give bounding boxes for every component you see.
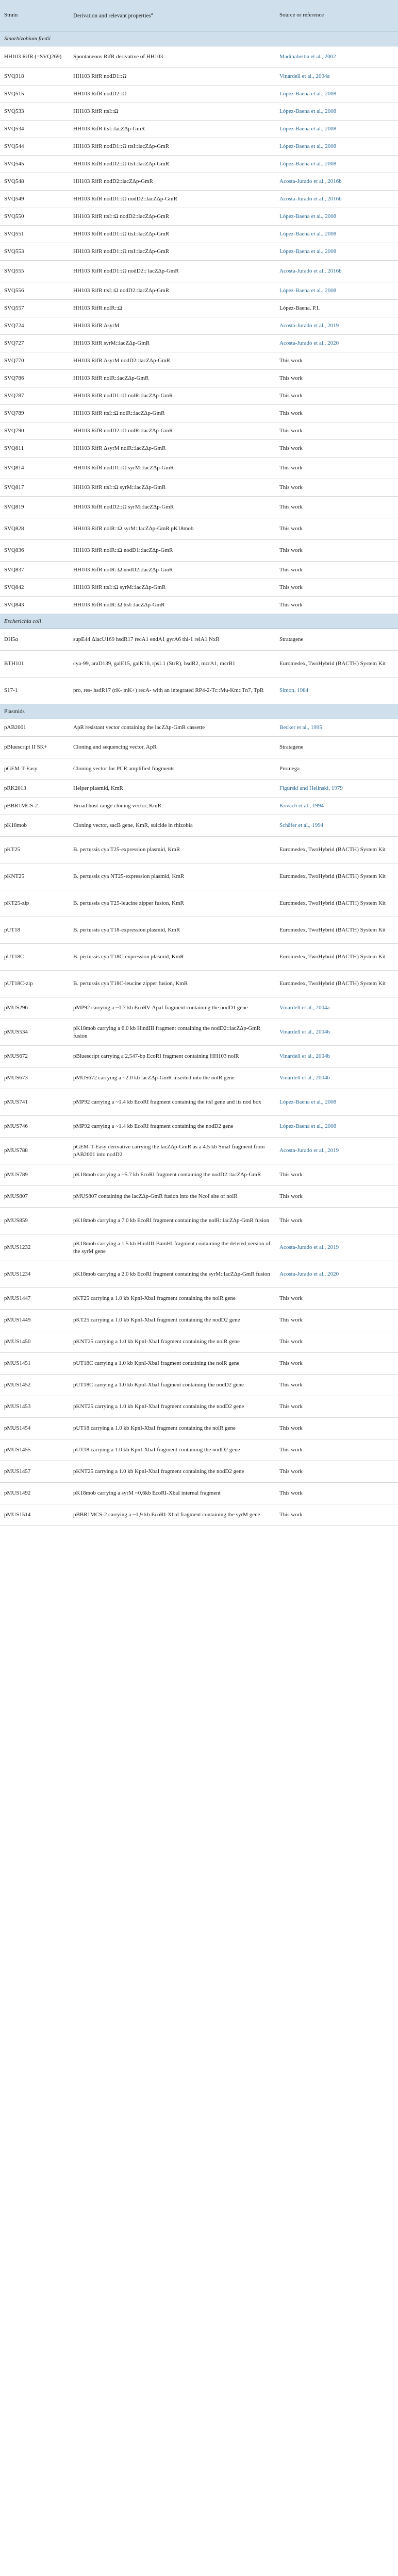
source-cell[interactable]: López-Baena et al., 2008 [275,208,398,226]
table-row [0,780,398,798]
table-row [0,387,398,405]
strain-cell: pMUS1451 [0,1353,69,1375]
derivation-cell: pMUS807 containing the lacZΔp-GmR fusion into the NcoI site of nolR [69,1186,275,1208]
source-cell[interactable]: Acosta-Jurado et al., 2016b [275,191,398,208]
derivation-cell: HH103 RifR nolR::Ω syrM::lacZΔp-GmR pK18mob [69,518,275,540]
section-title: Plasmids [0,704,398,719]
section-header-row [0,704,398,719]
source-cell: This work [275,1418,398,1439]
source-cell[interactable]: Acosta-Jurado et al., 2019 [275,317,398,335]
table-row [0,497,398,518]
strain-cell: SVQ790 [0,422,69,440]
source-cell: This work [275,562,398,579]
derivation-cell: pKNT25 carrying a 1.0 kb KpnI-XbaI fragment containing the nodD2 gene [69,1396,275,1418]
derivation-cell: pMP92 carrying a ~1.4 kb EcoRI fragment containing the nodD2 gene [69,1116,275,1138]
strain-cell: pMUS534 [0,1019,69,1046]
source-cell[interactable]: Vinardell et al., 2004b [275,1019,398,1046]
derivation-cell: HH103 RifR ΔsyrM nolR::lacZΔp-GmR [69,440,275,457]
table-row [0,1439,398,1461]
derivation-cell: HH103 RifR ttsI::Ω nodD2::lacZΔp-GmR [69,282,275,300]
derivation-cell: pKNT25 carrying a 1.0 kb KpnI-XbaI fragment containing the nolR gene [69,1331,275,1353]
table-row [0,1089,398,1116]
source-cell: This work [275,370,398,387]
table-row [0,1375,398,1396]
table-row [0,226,398,243]
table-row [0,597,398,614]
derivation-cell: B. pertussis cya T18-expression plasmid, KmR [69,917,275,944]
derivation-cell: Broad host-range cloning vector, KmR [69,798,275,815]
derivation-cell: pK18mob carrying a 2.0 kb EcoRI fragment containing the syrM::lacZΔp-GmR fusion [69,1261,275,1288]
source-cell[interactable]: López-Baena et al., 2008 [275,226,398,243]
table-row [0,1046,398,1067]
table-row [0,651,398,677]
strain-cell: SVQ843 [0,597,69,614]
strain-cell: S17-1 [0,677,69,704]
derivation-cell: HH103 RifR nodD1::Ω syrM::lacZΔp-GmR [69,457,275,479]
source-cell[interactable]: Vinardell et al., 2004b [275,1046,398,1067]
source-cell[interactable]: Vinardell et al., 2004a [275,997,398,1019]
source-cell: Euromedex, TwoHybrid (BACTH) System Kit [275,890,398,917]
table-row [0,518,398,540]
strain-cell: SVQ549 [0,191,69,208]
strain-cell: BTH101 [0,651,69,677]
table-row [0,1504,398,1526]
source-cell[interactable]: Becker et al., 1995 [275,719,398,737]
derivation-cell: pK18mob carrying a 6.0 kb HindIII fragment containing the nodD2::lacZΔp-GmR fusion [69,1019,275,1046]
strain-cell: pMUS1447 [0,1288,69,1310]
derivation-cell: pUT18C carrying a 1.0 kb KpnI-XbaI fragment containing the nodD2 gene [69,1375,275,1396]
derivation-cell: Cloning vector for PCR amplified fragments [69,758,275,780]
strain-cell: pUT18C [0,944,69,971]
source-cell[interactable]: Vinardell et al., 2004a [275,68,398,86]
table-row [0,261,398,282]
strain-cell: pK18mob [0,815,69,837]
strain-cell: HH103 RifR (=SVQ269) [0,46,69,68]
strain-cell: pGEM-T-Easy [0,758,69,780]
strain-cell: SVQ789 [0,405,69,422]
header-derivation [69,0,275,31]
table-row [0,758,398,780]
source-cell[interactable]: Acosta-Jurado et al., 2019 [275,1138,398,1164]
header-source: Source or reference [275,0,398,31]
section-title: Sinorhizobium fredii [0,31,398,46]
source-cell[interactable]: Madinabeitia et al., 2002 [275,46,398,68]
derivation-cell: HH103 RifR ttsI::Ω syrM::lacZΔp-GmR [69,579,275,597]
strain-cell: pRK2013 [0,780,69,798]
strain-cell: SVQ770 [0,352,69,370]
strain-cell: SVQ548 [0,173,69,191]
table-row [0,1186,398,1208]
source-cell: This work [275,457,398,479]
derivation-cell: Spontaneous RifR derivative of HH103 [69,46,275,68]
strain-cell: SVQ837 [0,562,69,579]
derivation-cell: HH103 RifR syrM::lacZΔp-GmR [69,335,275,352]
derivation-cell: pMP92 carrying a ~1.7 kb EcoRV-ApaI fragment containing the nodD1 gene [69,997,275,1019]
source-cell: This work [275,1208,398,1234]
source-cell: This work [275,1331,398,1353]
table-row [0,1331,398,1353]
table-row [0,46,398,68]
strain-cell: pMUS859 [0,1208,69,1234]
table-row [0,405,398,422]
strain-cell: SVQ318 [0,68,69,86]
strain-cell: SVQ551 [0,226,69,243]
strain-cell: pMUS746 [0,1116,69,1138]
strain-cell: DH5α [0,629,69,651]
section-header-row [0,614,398,629]
table-row [0,335,398,352]
strain-cell: SVQ533 [0,103,69,121]
source-cell[interactable]: López-Baena et al., 2008 [275,282,398,300]
table-row [0,579,398,597]
derivation-cell: HH103 RifR nodD1::Ω ttsI::lacZΔp-GmR [69,226,275,243]
derivation-cell: pK18mob carrying a ~5.7 kb EcoRI fragment containing the nodD2::lacZΔp-GmR [69,1164,275,1186]
strain-cell: SVQ786 [0,370,69,387]
derivation-cell: pro, res- hsdR17 (rK- mK+) recA- with an integrated RP4-2-Tc::Mu-Km::Tn7, TpR [69,677,275,704]
strain-cell: SVQ556 [0,282,69,300]
table-row [0,737,398,758]
derivation-cell: HH103 RifR nodD2::lacZΔp-GmR [69,173,275,191]
source-cell: This work [275,1288,398,1310]
strain-cell: SVQ545 [0,156,69,173]
strain-cell: pMUS789 [0,1164,69,1186]
strain-cell: SVQ550 [0,208,69,226]
derivation-cell: HH103 RifR nodD1::Ω ttsI::lacZΔp-GmR [69,243,275,261]
strain-cell: SVQ515 [0,86,69,103]
table-row [0,479,398,497]
strain-cell: SVQ557 [0,300,69,317]
table-row [0,1310,398,1331]
strain-cell: SVQ544 [0,138,69,156]
source-cell: This work [275,540,398,562]
table-row [0,422,398,440]
table-row [0,971,398,997]
source-cell: Euromedex, TwoHybrid (BACTH) System Kit [275,863,398,890]
strain-cell: SVQ811 [0,440,69,457]
source-cell[interactable]: López-Baena et al., 2008 [275,243,398,261]
source-cell: This work [275,1164,398,1186]
table-row [0,1418,398,1439]
source-cell: This work [275,1310,398,1331]
strain-cell: SVQ819 [0,497,69,518]
source-cell: This work [275,1483,398,1504]
table-row [0,1067,398,1089]
derivation-cell: B. pertussis cya T25-leucine zipper fusion, KmR [69,890,275,917]
strain-cell: SVQ555 [0,261,69,282]
table-row [0,540,398,562]
strain-cell: pMUS807 [0,1186,69,1208]
table-row [0,86,398,103]
table-row [0,440,398,457]
strain-cell: pMUS741 [0,1089,69,1116]
source-cell: This work [275,352,398,370]
strain-cell: pMUS673 [0,1067,69,1089]
source-cell: This work [275,387,398,405]
derivation-cell: pUT18 carrying a 1.0 kb KpnI-XbaI fragment containing the nolR gene [69,1418,275,1439]
derivation-cell: HH103 RifR nolR::lacZΔp-GmR [69,370,275,387]
source-cell[interactable]: López-Baena et al., 2008 [275,121,398,138]
strain-cell: SVQ817 [0,479,69,497]
table-row [0,863,398,890]
strain-cell: pBBR1MCS-2 [0,798,69,815]
table-row [0,719,398,737]
strain-cell: pKNT25 [0,863,69,890]
table-row [0,1353,398,1375]
derivation-cell: pBBR1MCS-2 carrying a ~1,9 kb EcoRI-XbaI fragment containing the syrM gene [69,1504,275,1526]
derivation-cell: pMUS672 carrying a ~2.0 kb lacZΔp-GmR inserted into the nolR gene [69,1067,275,1089]
source-cell[interactable]: Acosta-Jurado et al., 2020 [275,335,398,352]
strain-cell: pMUS1450 [0,1331,69,1353]
table-row [0,173,398,191]
table-row [0,370,398,387]
header-derivation-footnote: a [151,11,153,16]
table-row [0,1483,398,1504]
table-row [0,677,398,704]
source-cell[interactable]: Acosta-Jurado et al., 2020 [275,1261,398,1288]
derivation-cell: Cloning vector, sacB gene, KmR, suicide in rhizobia [69,815,275,837]
source-cell: This work [275,1439,398,1461]
table-header-row [0,0,398,31]
table-row [0,156,398,173]
strain-cell: pMUS1453 [0,1396,69,1418]
source-cell[interactable]: López-Baena et al., 2008 [275,86,398,103]
derivation-cell: HH103 RifR nodD1::Ω nolR::lacZΔp-GmR [69,387,275,405]
source-cell[interactable]: Figurski and Helinski, 1979 [275,780,398,798]
strain-cell: SVQ828 [0,518,69,540]
strain-cell: pUT18 [0,917,69,944]
source-cell[interactable]: López-Baena et al., 2008 [275,103,398,121]
derivation-cell: pBluescript carrying a 2,547-bp EcoRI fragment containing HH103 nolR [69,1046,275,1067]
strain-cell: pMUS672 [0,1046,69,1067]
table-row [0,121,398,138]
table-row [0,1396,398,1418]
table-row [0,1164,398,1186]
table-row [0,629,398,651]
derivation-cell: HH103 RifR nodD2::Ω ttsI::lacZΔp-GmR [69,156,275,173]
derivation-cell: HH103 RifR nodD1::Ω [69,68,275,86]
derivation-cell: pKT25 carrying a 1.0 kb KpnI-XbaI fragment containing the nolR gene [69,1288,275,1310]
strain-cell: pKT25-zip [0,890,69,917]
source-cell: This work [275,597,398,614]
source-cell: Euromedex, TwoHybrid (BACTH) System Kit [275,971,398,997]
source-cell[interactable]: Acosta-Jurado et al., 2016b [275,173,398,191]
strain-cell: pMUS1452 [0,1375,69,1396]
strain-cell: pKT25 [0,837,69,863]
table-row [0,457,398,479]
source-cell[interactable]: López-Baena et al., 2008 [275,156,398,173]
table-row [0,1019,398,1046]
strain-cell: pMUS1232 [0,1234,69,1261]
strain-cell: SVQ727 [0,335,69,352]
derivation-cell: HH103 RifR ΔsyrM nodD2::lacZΔp-GmR [69,352,275,370]
derivation-cell: pKT25 carrying a 1.0 kb KpnI-XbaI fragment containing the nodD2 gene [69,1310,275,1331]
table-row [0,138,398,156]
header-derivation-label: Derivation and relevant properties [73,12,151,19]
derivation-cell: pUT18 carrying a 1.0 kb KpnI-XbaI fragment containing the nodD2 gene [69,1439,275,1461]
strain-cell: SVQ814 [0,457,69,479]
strain-cell: pMUS1449 [0,1310,69,1331]
derivation-cell: HH103 RifR nolR::Ω ttsI::lacZΔp-GmR [69,597,275,614]
derivation-cell: HH103 RifR nodD2::Ω nolR::lacZΔp-GmR [69,422,275,440]
table-row [0,317,398,335]
table-row [0,282,398,300]
section-title: Escherichia coli [0,614,398,629]
strain-cell: SVQ842 [0,579,69,597]
derivation-cell: HH103 RifR nolR::Ω [69,300,275,317]
table-row [0,1116,398,1138]
source-cell[interactable]: Simon, 1984 [275,677,398,704]
source-cell[interactable]: Vinardell et al., 2004b [275,1067,398,1089]
derivation-cell: HH103 RifR ttsI::Ω [69,103,275,121]
derivation-cell: HH103 RifR nodD1::Ω ttsI::lacZΔp-GmR [69,138,275,156]
derivation-cell: HH103 RifR ttsI::Ω nodD2::lacZΔp-GmR [69,208,275,226]
strain-cell: pMUS1234 [0,1261,69,1288]
derivation-cell: cya-99, araD139, galE15, galK16, rpsL1 (StrR), hsdR2, mcrA1, mcrB1 [69,651,275,677]
table-row [0,300,398,317]
section-header-row [0,31,398,46]
derivation-cell: HH103 RifR ΔsyrM [69,317,275,335]
source-cell: Euromedex, TwoHybrid (BACTH) System Kit [275,917,398,944]
table-row [0,243,398,261]
table-body [0,31,398,1526]
derivation-cell: pUT18C carrying a 1.0 kb KpnI-XbaI fragment containing the nolR gene [69,1353,275,1375]
strain-cell: pMUS1455 [0,1439,69,1461]
table-row [0,1461,398,1483]
derivation-cell: Cloning and sequencing vector, ApR [69,737,275,758]
table-row [0,1234,398,1261]
source-cell: This work [275,1504,398,1526]
strain-cell: pUT18C-zip [0,971,69,997]
derivation-cell: pK18mob carrying a 1.5 kb HindIII-BamHI fragment containing the deleted version of the syrM gene [69,1234,275,1261]
source-cell[interactable]: López-Baena et al., 2008 [275,138,398,156]
table-row [0,1138,398,1164]
table-row [0,837,398,863]
source-cell: Promega [275,758,398,780]
derivation-cell: pK18mob carrying a 7.0 kb EcoRI fragment containing the nolR::lacZΔp-GmR fusion [69,1208,275,1234]
source-cell: This work [275,497,398,518]
strain-cell: pMUS1457 [0,1461,69,1483]
strain-cell: SVQ724 [0,317,69,335]
strain-cell: SVQ787 [0,387,69,405]
source-cell[interactable]: Kovach et al., 1994 [275,798,398,815]
table-row [0,798,398,815]
table-row [0,208,398,226]
strain-cell: pMUS1514 [0,1504,69,1526]
source-cell: Euromedex, TwoHybrid (BACTH) System Kit [275,944,398,971]
derivation-cell: B. pertussis cya NT25-expression plasmid, KmR [69,863,275,890]
derivation-cell: pK18mob carrying a syrM ~0,6kb EcoRI-XbaI internal fragment [69,1483,275,1504]
source-cell: This work [275,1396,398,1418]
source-cell[interactable]: López-Baena et al., 2008 [275,1089,398,1116]
derivation-cell: HH103 RifR nolR::Ω nodD2::lacZΔp-GmR [69,562,275,579]
source-cell: This work [275,1186,398,1208]
source-cell[interactable]: Acosta-Jurado et al., 2016b [275,261,398,282]
table-row [0,944,398,971]
derivation-cell: Helper plasmid, KmR [69,780,275,798]
strain-cell: pMUS1454 [0,1418,69,1439]
derivation-cell: B. pertussis cya T18C-expression plasmid, KmR [69,944,275,971]
source-cell: This work [275,440,398,457]
derivation-cell: B. pertussis cya T25-expression plasmid, KmR [69,837,275,863]
derivation-cell: HH103 RifR ttsI::Ω nolR::lacZΔp-GmR [69,405,275,422]
strain-cell: SVQ553 [0,243,69,261]
source-cell: This work [275,1461,398,1483]
source-cell: This work [275,1353,398,1375]
table-row [0,103,398,121]
table-row [0,191,398,208]
table-row [0,562,398,579]
strain-cell: SVQ836 [0,540,69,562]
table-row [0,1288,398,1310]
derivation-cell: HH103 RifR nodD2::Ω [69,86,275,103]
source-cell: This work [275,422,398,440]
derivation-cell: HH103 RifR ttsI::lacZΔp-GmR [69,121,275,138]
derivation-cell: pGEM-T-Easy derivative carrying the lacZΔp-GmR as a 4.5 kb SmaI fragment from pAB2001 into nodD2 [69,1138,275,1164]
table-row [0,917,398,944]
source-cell: Euromedex, TwoHybrid (BACTH) System Kit [275,837,398,863]
derivation-cell: HH103 RifR nodD1::Ω nodD2:: lacZΔp-GmR [69,261,275,282]
source-cell: This work [275,518,398,540]
strain-cell: pMUS788 [0,1138,69,1164]
header-strain: Strain [0,0,69,31]
source-cell: López-Baena, P.I. [275,300,398,317]
source-cell[interactable]: Acosta-Jurado et al., 2019 [275,1234,398,1261]
strain-cell: pMUS1492 [0,1483,69,1504]
derivation-cell: pMP92 carrying a ~1.4 kb EcoRI fragment containing the ttsI gene and its nod box [69,1089,275,1116]
table-row [0,890,398,917]
strain-cell: SVQ534 [0,121,69,138]
table-row [0,1261,398,1288]
source-cell: This work [275,479,398,497]
source-cell: This work [275,1375,398,1396]
strain-cell: pMUS296 [0,997,69,1019]
derivation-cell: HH103 RifR nolR::Ω nodD1::lacZΔp-GmR [69,540,275,562]
strain-cell: pBluescript II SK+ [0,737,69,758]
source-cell: Stratagene [275,737,398,758]
source-cell: This work [275,405,398,422]
derivation-cell: HH103 RifR nodD2::Ω syrM::lacZΔp-GmR [69,497,275,518]
derivation-cell: ApR resistant vector containing the lacZΔp-GmR cassette [69,719,275,737]
derivation-cell: supE44 ΔlacU169 hsdR17 recA1 endA1 gyrA6 thi-1 relA1 NxR [69,629,275,651]
source-cell: Stratagene [275,629,398,651]
derivation-cell: B. pertussis cya T18C-leucine zipper fusion, KmR [69,971,275,997]
table-row [0,815,398,837]
derivation-cell: HH103 RifR ttsI::Ω syrM::lacZΔp-GmR [69,479,275,497]
source-cell[interactable]: López-Baena et al., 2008 [275,1116,398,1138]
source-cell: Euromedex, TwoHybrid (BACTH) System Kit [275,651,398,677]
table-row [0,997,398,1019]
derivation-cell: HH103 RifR nodD1::Ω nodD2::lacZΔp-GmR [69,191,275,208]
table-row [0,1208,398,1234]
table-row [0,352,398,370]
source-cell[interactable]: Schäfer et al., 1994 [275,815,398,837]
strain-cell: pAB2001 [0,719,69,737]
derivation-cell: pKNT25 carrying a 1.0 kb KpnI-XbaI fragment containing the nodD2 gene [69,1461,275,1483]
source-cell: This work [275,579,398,597]
table-row [0,68,398,86]
